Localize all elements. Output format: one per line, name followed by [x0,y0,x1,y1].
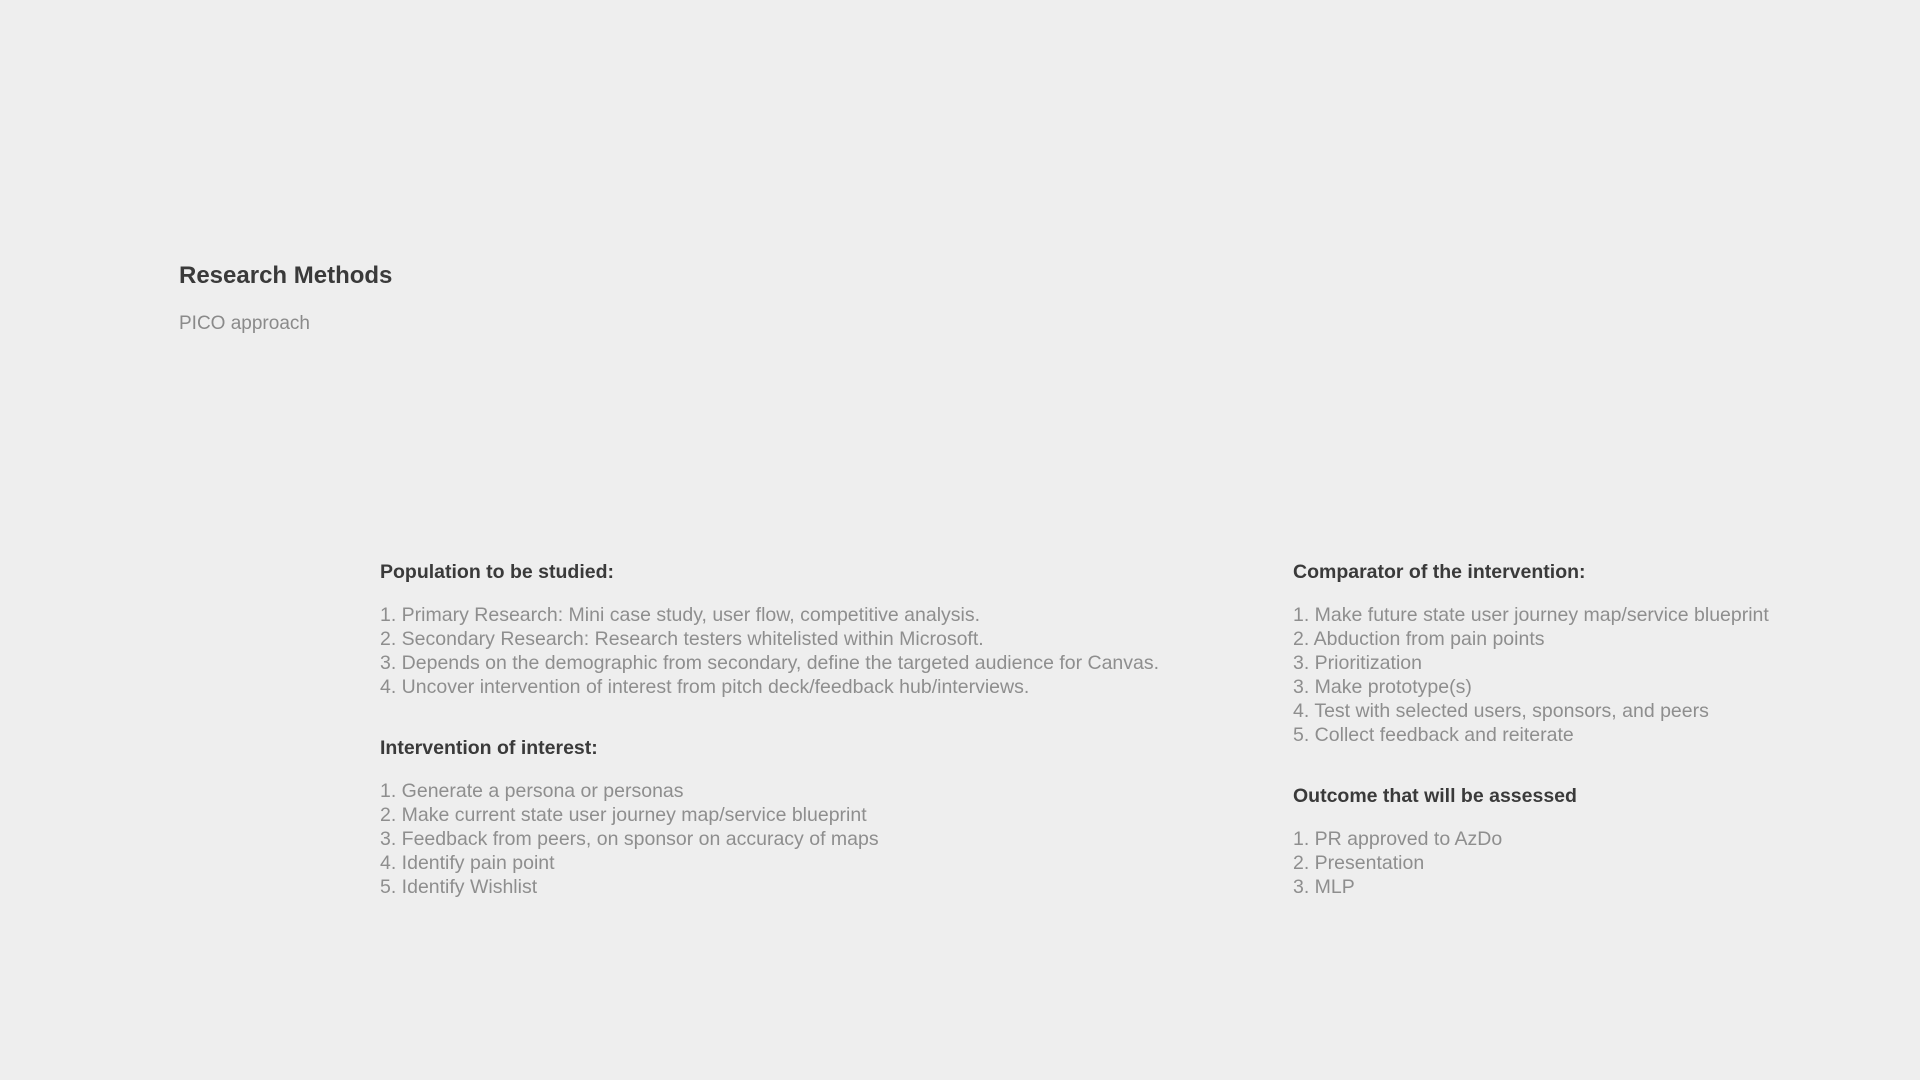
list-item: 4. Identify pain point [380,852,555,874]
population-heading: Population to be studied: [380,561,614,583]
list-item: 5. Collect feedback and reiterate [1293,724,1574,746]
outcome-section [1293,783,1577,899]
list-item: 2. Presentation [1293,852,1425,874]
list-item: 2. Abduction from pain points [1293,628,1545,650]
comparator-heading: Comparator of the intervention: [1293,561,1586,583]
outcome-heading: Outcome that will be assessed [1293,785,1577,807]
list-item: 1. Make future state user journey map/service blueprint [1293,604,1769,626]
intervention-heading: Intervention of interest: [380,737,598,759]
list-item: 3. Prioritization [1293,652,1422,674]
list-item: 3. Feedback from peers, on sponsor on accuracy of maps [380,828,879,850]
population-section [380,559,1159,699]
list-item: 4. Uncover intervention of interest from pitch deck/feedback hub/interviews. [380,676,1030,698]
population-list [380,603,1159,699]
list-item: 2. Secondary Research: Research testers whitelisted within Microsoft. [380,628,984,650]
list-item: 5. Identify Wishlist [380,876,538,898]
comparator-list [1293,603,1769,747]
intervention-list [380,779,879,899]
list-item: 1. Primary Research: Mini case study, user flow, competitive analysis. [380,604,981,626]
page-title: Research Methods [179,262,393,289]
list-item: 3. Depends on the demographic from secondary, define the targeted audience for Canvas. [380,652,1160,674]
list-item: 3. Make prototype(s) [1293,676,1472,698]
list-item: 1. Generate a persona or personas [380,780,684,802]
list-item: 4. Test with selected users, sponsors, and peers [1293,700,1709,722]
list-item: 2. Make current state user journey map/service blueprint [380,804,867,826]
list-item: 3. MLP [1293,876,1355,898]
page-subtitle: PICO approach [179,313,310,334]
comparator-section [1293,559,1769,747]
list-item: 1. PR approved to AzDo [1293,828,1503,850]
outcome-list [1293,827,1577,899]
intervention-section [380,735,879,899]
